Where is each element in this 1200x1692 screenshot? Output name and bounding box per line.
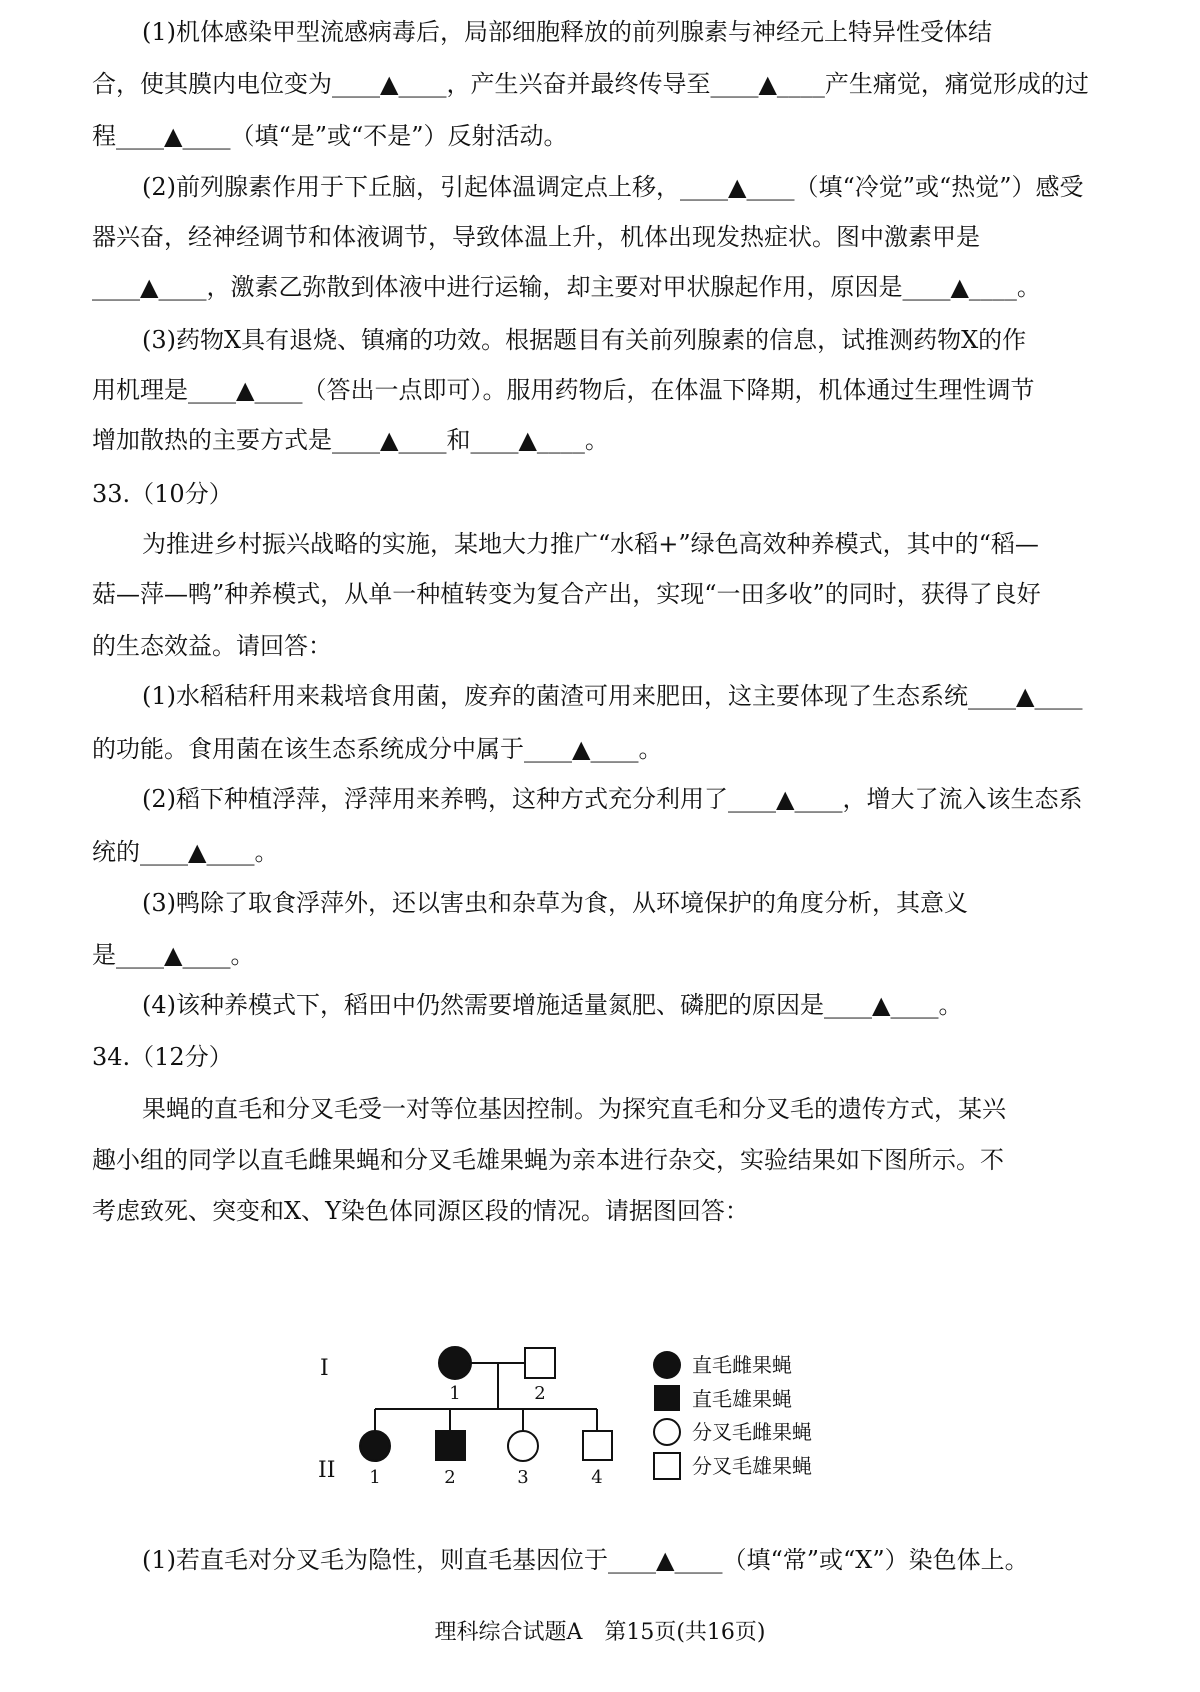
text-line-12: 菇—萍—鸭”种养模式，从单一种植转变为复合产出，实现“一田多收”的同时，获得了良好 [92,580,1041,608]
text-line-17: 统的____▲____。 [92,838,279,866]
text-line-11: 为推进乡村振兴战略的实施，某地大力推广“水稻+”绿色高效种养模式，其中的“稻— [142,530,1039,558]
gen2-number-4: 4 [591,1467,603,1488]
gen2-number-2: 2 [444,1467,456,1488]
text-line-1: (1)机体感染甲型流感病毒后，局部细胞释放的前列腺素与神经元上特异性受体结 [142,18,992,46]
text-line-16: (2)稻下种植浮萍，浮萍用来养鸭，这种方式充分利用了____▲____，增大了流入该生态系 [142,785,1083,813]
text-line-19: 是____▲____。 [92,941,255,969]
text-line-15: 的功能。食用菌在该生态系统成分中属于____▲____。 [92,735,663,763]
generation-label-1: I [320,1356,329,1381]
legend-label-2: 直毛雄果蝇 [692,1387,792,1411]
text-line-3: 程____▲____（填“是”或“不是”）反射活动。 [92,122,568,150]
text-line-23: 趣小组的同学以直毛雌果蝇和分叉毛雄果蝇为亲本进行杂交，实验结果如下图所示。不 [92,1146,1004,1174]
text-line-24: 考虑致死、突变和X、Y染色体同源区段的情况。请据图回答： [92,1197,749,1225]
gen1-individual-2-open-male [525,1348,555,1378]
text-line-8: 用机理是____▲____（答出一点即可）。服用药物后，在体温下降期，机体通过生理性调节 [92,376,1035,404]
gen2-individual-4-open-male [583,1431,612,1460]
legend-open-square-icon [654,1453,680,1479]
text-line-2: 合，使其膜内电位变为____▲____，产生兴奋并最终传导至____▲____产生痛觉，痛觉形成的过 [92,70,1089,98]
text-line-5: 器兴奋，经神经调节和体液调节，导致体温上升，机体出现发热症状。图中激素甲是 [92,223,980,251]
gen2-individual-3-open-female [508,1431,538,1461]
generation-label-2: II [318,1458,336,1483]
legend-label-1: 直毛雌果蝇 [692,1353,792,1377]
gen2-number-3: 3 [517,1467,529,1488]
text-line-25: (1)若直毛对分叉毛为隐性，则直毛基因位于____▲____（填“常”或“X”）染色体上。 [142,1546,1029,1574]
text-line-22: 果蝇的直毛和分叉毛受一对等位基因控制。为探究直毛和分叉毛的遗传方式，某兴 [142,1095,1006,1123]
text-line-6: ____▲____，激素乙弥散到体液中进行运输，却主要对甲状腺起作用，原因是____▲____。 [92,273,1041,301]
gen1-number-1: 1 [449,1383,461,1404]
question-33-heading: 33.（10分） [92,480,233,508]
legend-filled-circle-icon [653,1351,681,1379]
legend-label-3: 分叉毛雌果蝇 [692,1420,812,1444]
legend-label-4: 分叉毛雄果蝇 [692,1454,812,1478]
gen2-individual-1-filled-female [360,1431,390,1461]
text-line-18: (3)鸭除了取食浮萍外，还以害虫和杂草为食，从环境保护的角度分析，其意义 [142,889,968,917]
pedigree-diagram [318,1345,890,1515]
gen2-number-1: 1 [369,1467,381,1488]
text-line-20: (4)该种养模式下，稻田中仍然需要增施适量氮肥、磷肥的原因是____▲____。 [142,991,963,1019]
legend-filled-square-icon [654,1385,680,1411]
question-34-heading: 34.（12分） [92,1043,233,1071]
legend-open-circle-icon [654,1419,680,1445]
text-line-4: (2)前列腺素作用于下丘脑，引起体温调定点上移，____▲____（填“冷觉”或“热觉”）感受 [142,173,1084,201]
gen1-number-2: 2 [534,1383,546,1404]
text-line-13: 的生态效益。请回答： [92,632,332,660]
text-line-14: (1)水稻秸秆用来栽培食用菌，废弃的菌渣可用来肥田，这主要体现了生态系统____▲____ [142,682,1083,710]
text-line-7: (3)药物X具有退烧、镇痛的功效。根据题目有关前列腺素的信息，试推测药物X的作 [142,326,1027,354]
gen2-individual-2-filled-male [436,1431,465,1460]
gen1-individual-1-filled-female [439,1347,471,1379]
text-line-9: 增加散热的主要方式是____▲____和____▲____。 [92,426,609,454]
page-footer: 理科综合试题A 第15页(共16页) [434,1620,766,1645]
